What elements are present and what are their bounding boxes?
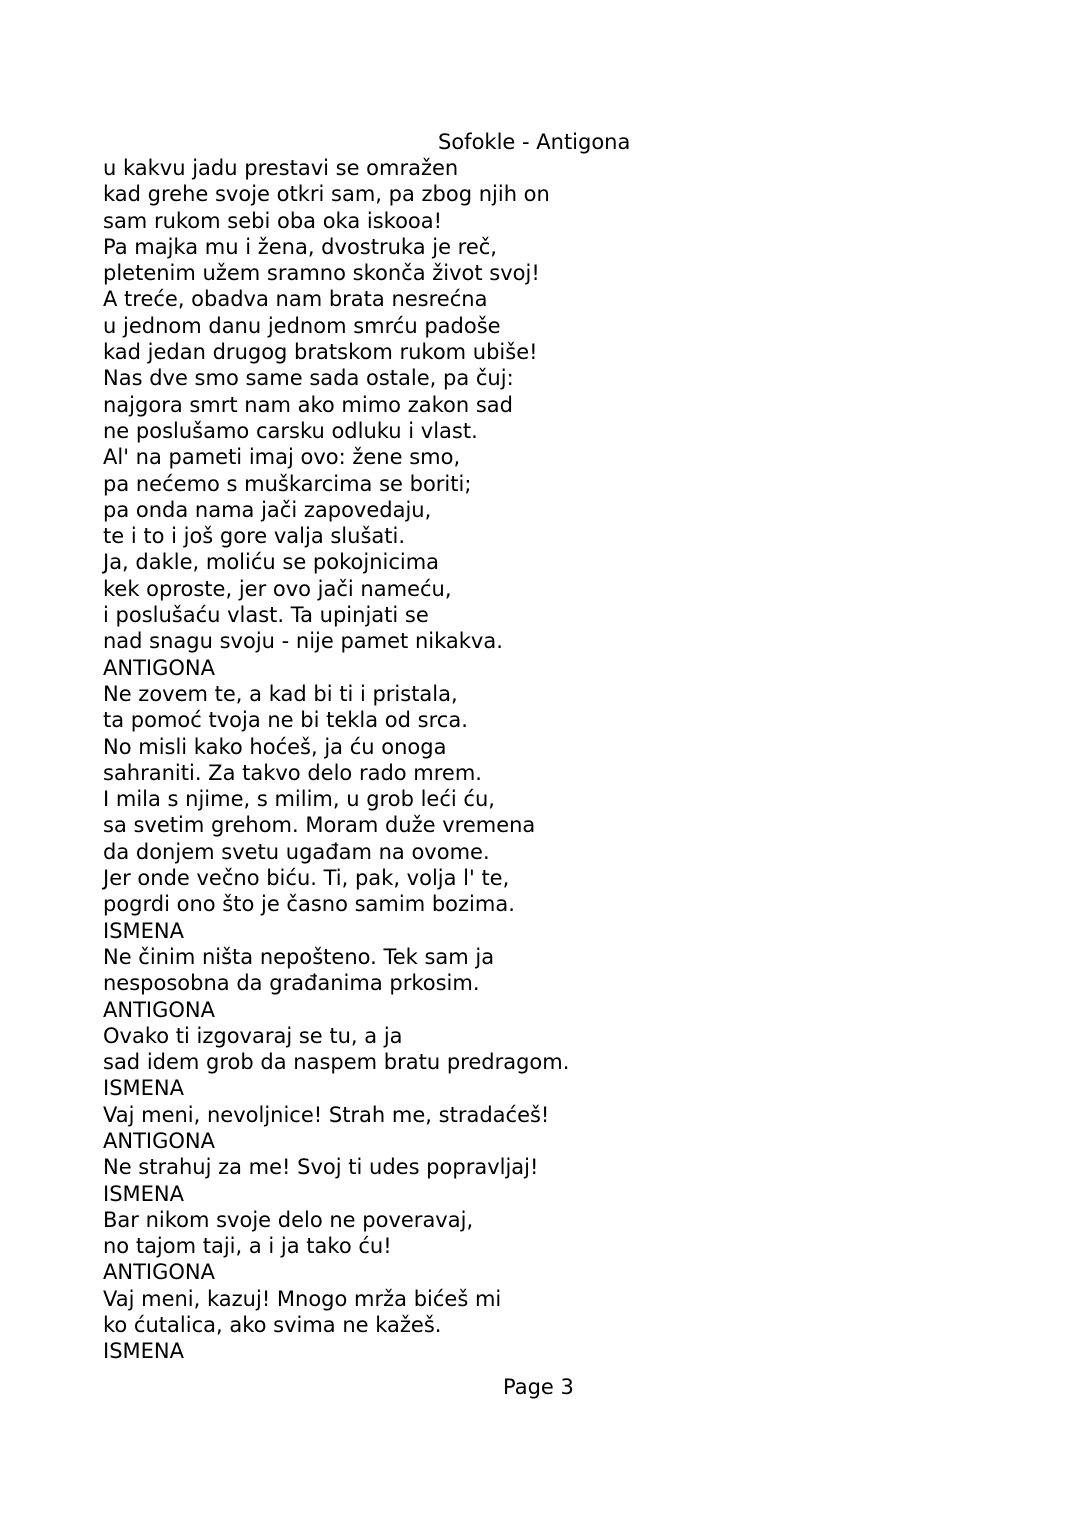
text-line: u kakvu jadu prestavi se omražen: [103, 156, 459, 180]
text-line: i poslušaću vlast. Ta upinjati se: [103, 603, 429, 628]
text-line: no tajom taji, a i ja tako ću!: [103, 1234, 392, 1259]
text-line: Jer onde večno biću. Ti, pak, volja l' te,: [103, 866, 510, 891]
speaker-name: ISMENA: [103, 918, 184, 943]
text-line: sam rukom sebi oba oka iskooa!: [103, 208, 443, 233]
text-line: ko ćutalica, ako svima ne kažeš.: [103, 1313, 442, 1338]
speaker-name: ISMENA: [103, 1339, 184, 1364]
speaker-name: ANTIGONA: [103, 1128, 215, 1153]
text-line: ne poslušamo carsku odluku i vlast.: [103, 418, 478, 443]
page-number: Page 3: [503, 1375, 574, 1399]
text-line: Ovako ti izgovaraj se tu, a ja: [103, 1023, 403, 1048]
text-line: Vaj meni, nevoljnice! Strah me, stradaćeš!: [103, 1102, 550, 1127]
text-line: Ne zovem te, a kad bi ti i pristala,: [103, 681, 458, 706]
page-header-title: Sofokle - Antigona: [438, 130, 631, 154]
text-line: nad snagu svoju - nije pamet nikakva.: [103, 629, 503, 654]
text-line: A treće, obadva nam brata nesrećna: [103, 287, 488, 312]
text-line: najgora smrt nam ako mimo zakon sad: [103, 392, 513, 417]
text-line: kek oproste, jer ovo jači nameću,: [103, 576, 452, 601]
speaker-name: ANTIGONA: [103, 1260, 215, 1285]
text-line: Nas dve smo same sada ostale, pa čuj:: [103, 366, 514, 391]
text-line: pa onda nama jači zapovedaju,: [103, 497, 432, 522]
text-line: pletenim užem sramno skonča život svoj!: [103, 261, 540, 286]
text-line: pogrdi ono što je časno samim bozima.: [103, 892, 515, 917]
text-line: pa nećemo s muškarcima se boriti;: [103, 471, 472, 496]
speaker-name: ISMENA: [103, 1076, 184, 1101]
text-line: Pa majka mu i žena, dvostruka je reč,: [103, 234, 497, 259]
speaker-name: ISMENA: [103, 1181, 184, 1206]
text-line: Ne strahuj za me! Svoj ti udes popravljaj!: [103, 1155, 539, 1180]
text-line: kad jedan drugog bratskom rukom ubiše!: [103, 340, 538, 365]
text-line: Ne činim ništa nepošteno. Tek sam ja: [103, 944, 495, 969]
text-line: sad idem grob da naspem bratu predragom.: [103, 1050, 570, 1075]
speaker-name: ANTIGONA: [103, 655, 215, 680]
text-line: Ja, dakle, moliću se pokojnicima: [103, 550, 440, 575]
text-line: sahraniti. Za takvo delo rado mrem.: [103, 760, 482, 785]
text-line: da donjem svetu ugađam na ovome.: [103, 839, 490, 864]
text-line: nesposobna da građanima prkosim.: [103, 971, 480, 996]
speaker-name: ANTIGONA: [103, 997, 215, 1022]
text-line: Vaj meni, kazuj! Mnogo mrža bićeš mi: [103, 1286, 502, 1311]
text-line: u jednom danu jednom smrću padoše: [103, 313, 501, 338]
text-line: ta pomoć tvoja ne bi tekla od srca.: [103, 708, 468, 733]
text-line: I mila s njime, s milim, u grob leći ću,: [103, 787, 495, 812]
text-line: No misli kako hoćeš, ja ću onoga: [103, 734, 447, 759]
text-line: te i to i još gore valja slušati.: [103, 524, 405, 549]
text-line: Bar nikom svoje delo ne poveravaj,: [103, 1207, 474, 1232]
text-line: sa svetim grehom. Moram duže vremena: [103, 813, 536, 838]
play-text: [103, 155, 1003, 1365]
text-line: kad grehe svoje otkri sam, pa zbog njih on: [103, 182, 550, 207]
text-line: Al' na pameti imaj ovo: žene smo,: [103, 445, 461, 470]
